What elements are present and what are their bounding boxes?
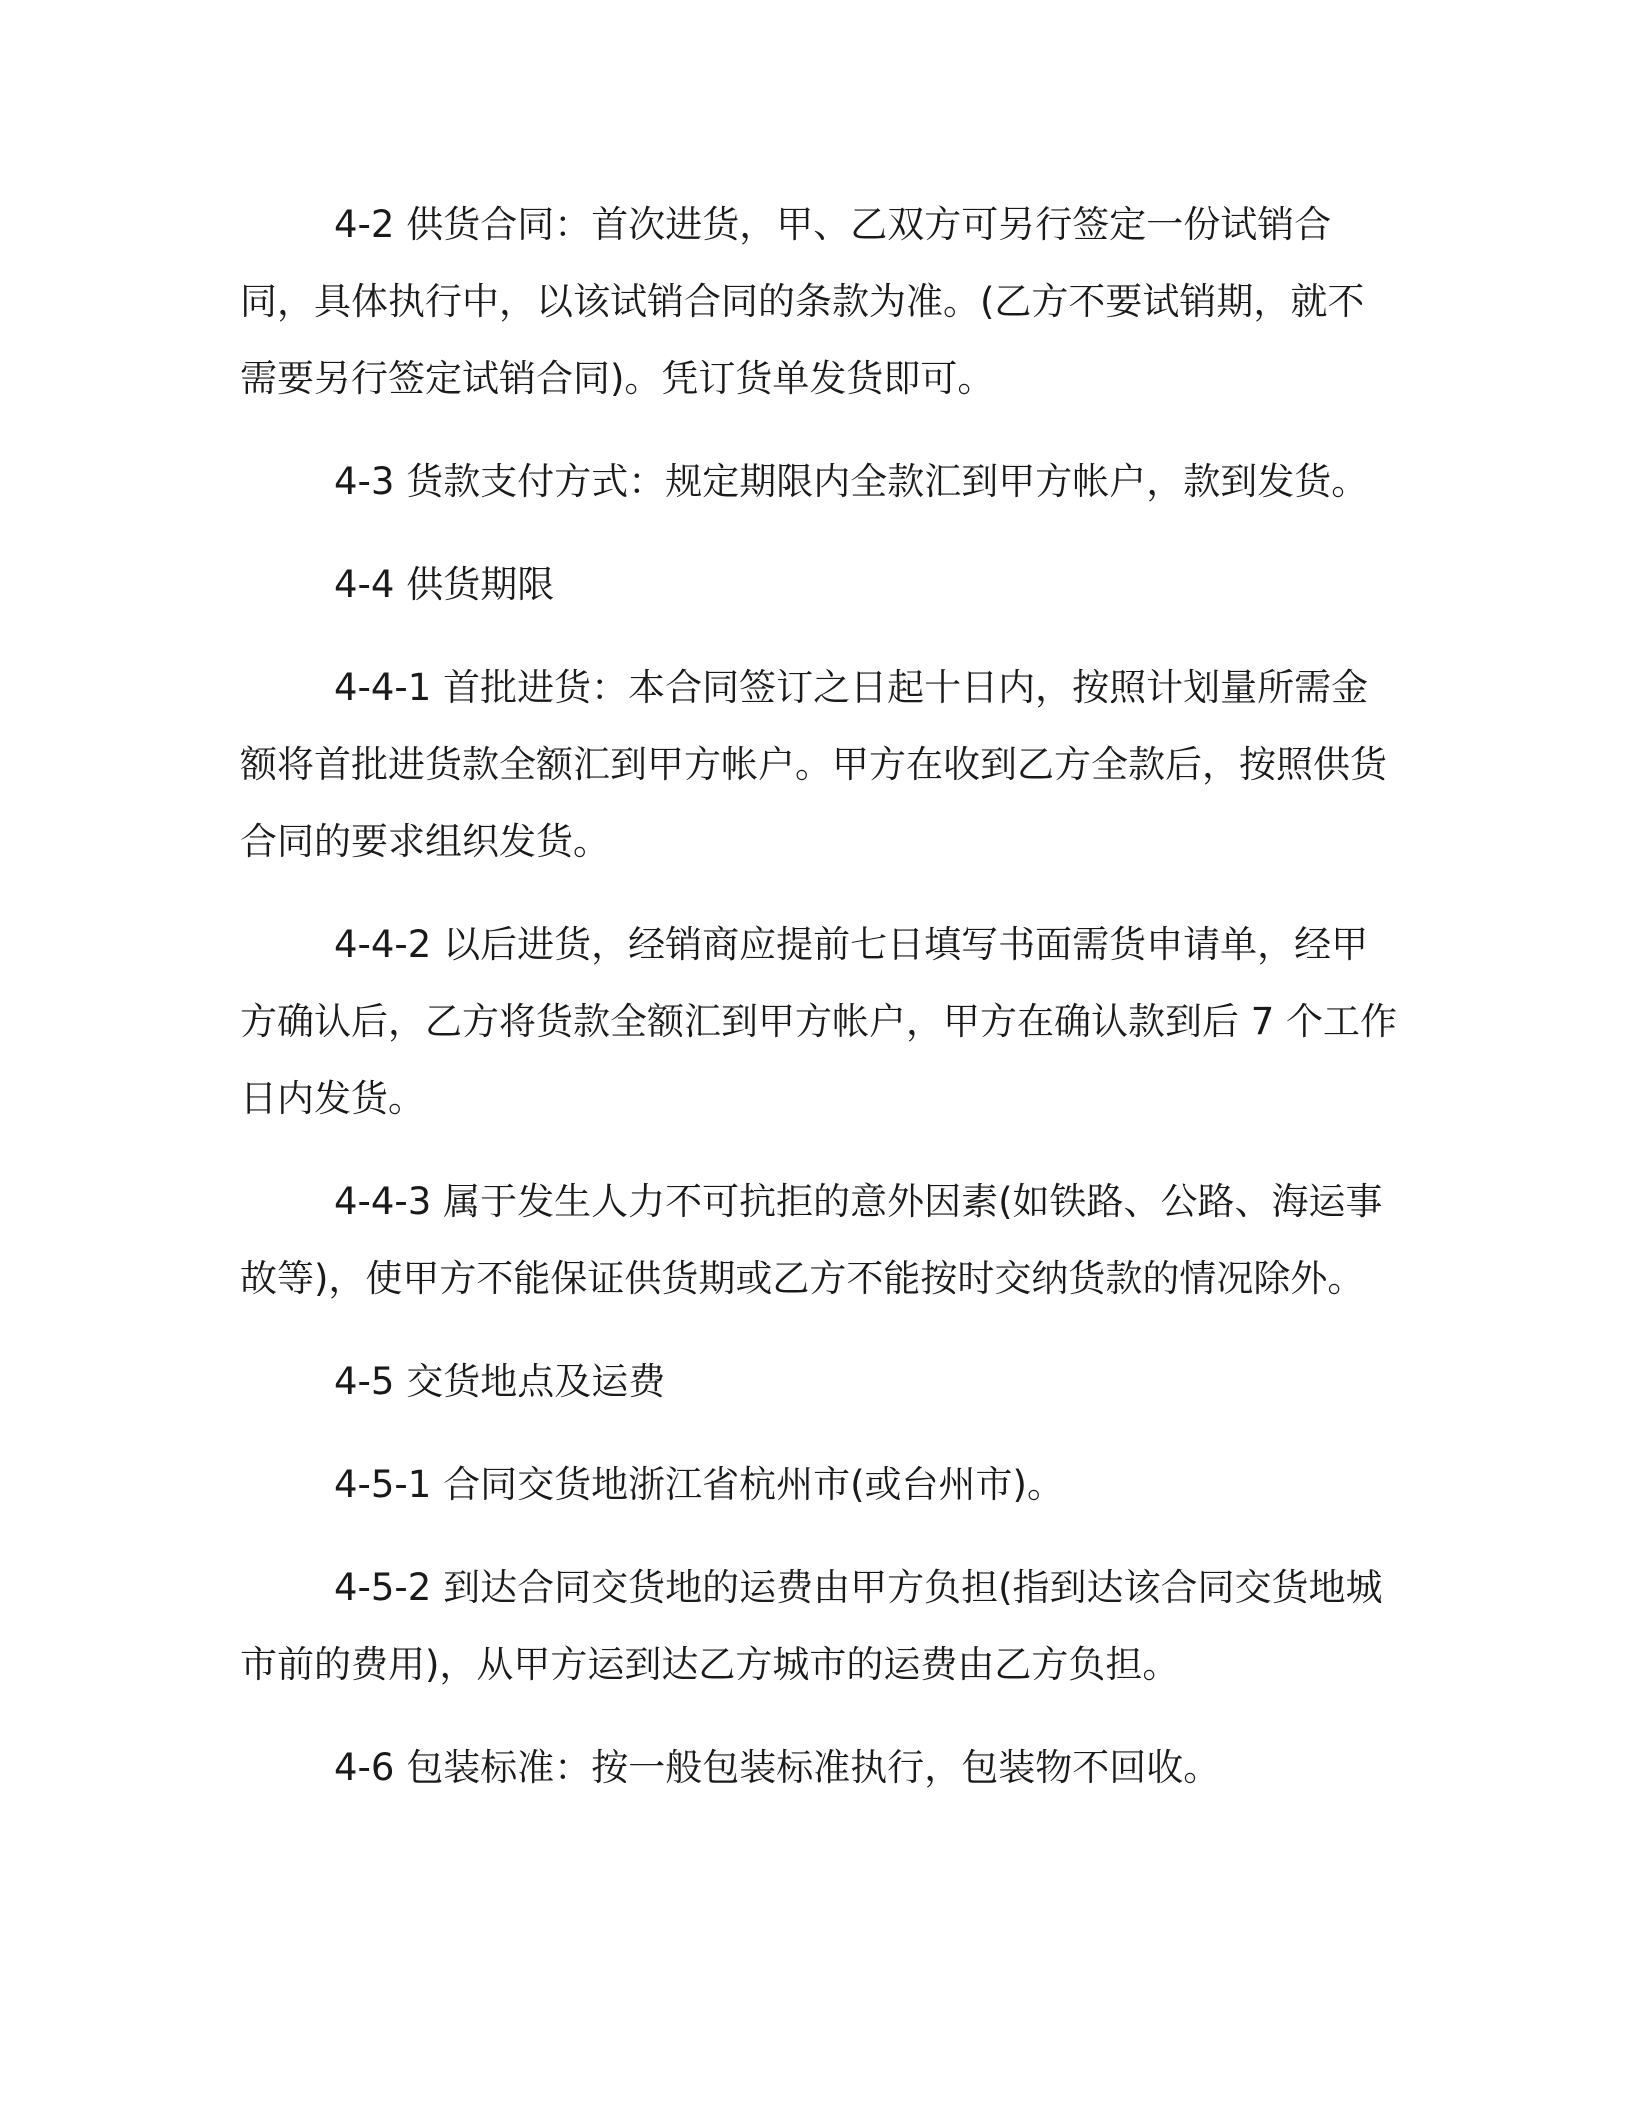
clause-4-4-1-first-order: 4-4-1 首批进货：本合同签订之日起十日内，按照计划量所需金额将首批进货款全额汇到甲方帐户。甲方在收到乙方全款后，按照供货合同的要求组织发货。	[240, 666, 1387, 863]
clause-4-5-1-delivery-place: 4-5-1 合同交货地浙江省杭州市(或台州市)。	[334, 1463, 1064, 1506]
clause-4-4-2-later-orders: 4-4-2 以后进货，经销商应提前七日填写书面需货申请单，经甲方确认后，乙方将货款全额汇到甲方帐户，甲方在确认款到后 7 个工作日内发货。	[240, 923, 1398, 1120]
clause-4-4-supply-period: 4-4 供货期限	[334, 563, 555, 606]
clause-4-4-3-force-majeure: 4-4-3 属于发生人力不可抗拒的意外因素(如铁路、公路、海运事故等)，使甲方不能保证供货期或乙方不能按时交纳货款的情况除外。	[240, 1180, 1383, 1300]
clause-4-2-supply-contract: 4-2 供货合同：首次进货，甲、乙双方可另行签定一份试销合同，具体执行中，以该试销合同的条款为准。(乙方不要试销期，就不需要另行签定试销合同)。凭订货单发货即可。	[240, 203, 1365, 400]
clause-4-6-packaging-standard: 4-6 包装标准：按一般包装标准执行，包装物不回收。	[334, 1746, 1221, 1789]
clause-4-3-payment-method: 4-3 货款支付方式：规定期限内全款汇到甲方帐户，款到发货。	[334, 460, 1369, 503]
clause-4-5-2-freight-cost: 4-5-2 到达合同交货地的运费由甲方负担(指到达该合同交货地城市前的费用)，从甲方运到达乙方城市的运费由乙方负担。	[240, 1566, 1383, 1686]
contract-body	[240, 186, 1400, 1832]
clause-4-5-delivery-and-freight: 4-5 交货地点及运费	[334, 1360, 666, 1403]
